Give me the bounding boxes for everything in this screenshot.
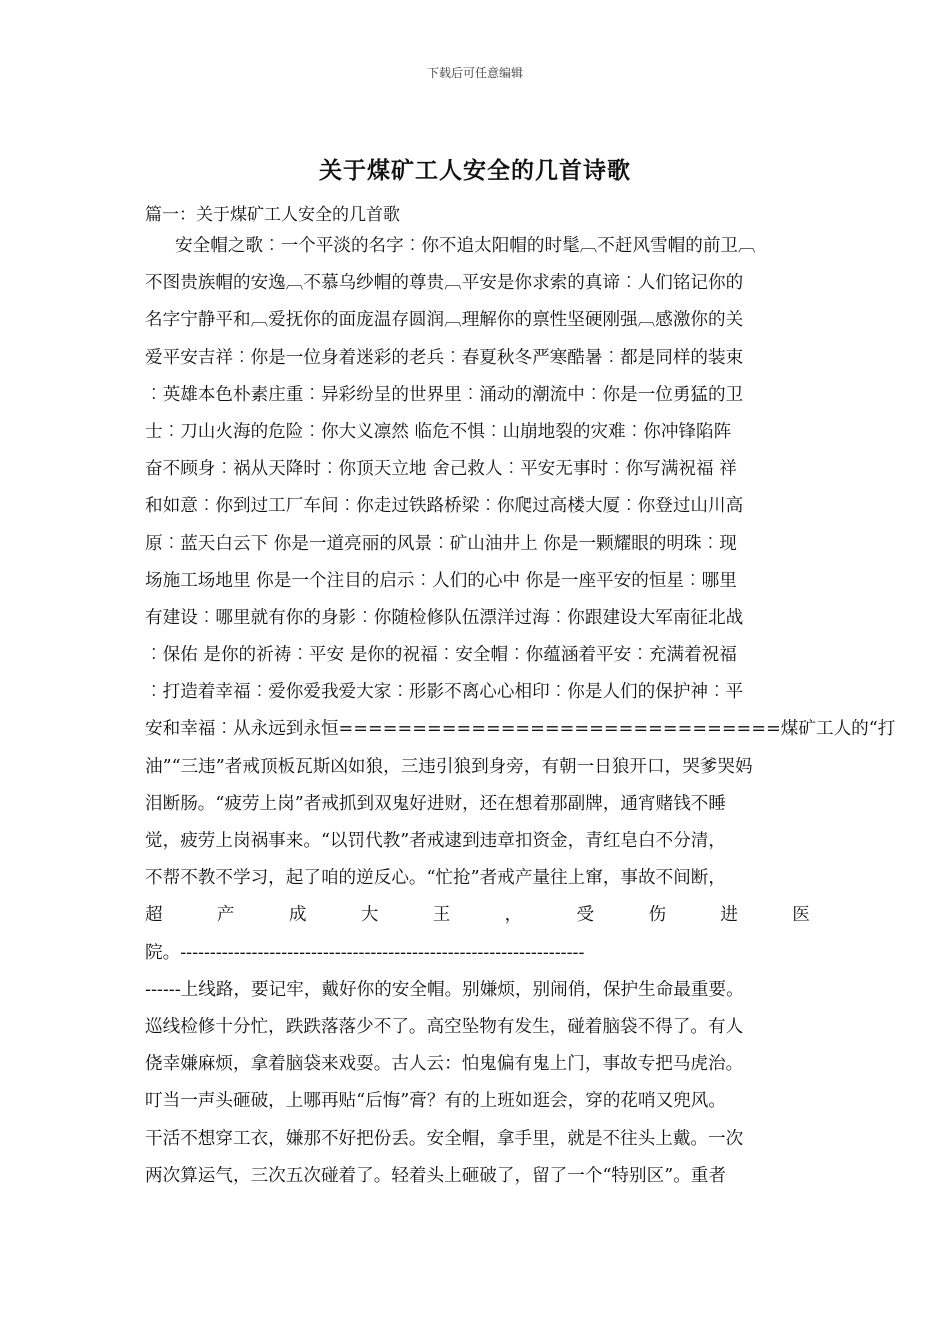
text-line: 爱平安吉祥︰你是一位身着迷彩的老兵︰春夏秋冬严寒酷暑︰都是同样的装束 — [145, 347, 744, 368]
text-line: 干活不想穿工衣，嫌那不好把份丢。安全帽，拿手里，就是不往头上戴。一次 — [145, 1128, 744, 1149]
text-line: 油”“三违”者戒顶板瓦斯凶如狼，三违引狼到身旁，有朝一日狼开口，哭爹哭妈 — [145, 756, 753, 777]
text-line: ︰打造着幸福︰爱你爱我爱大家︰形影不离心心相印︰你是人们的保护神︰平 — [145, 682, 744, 703]
justified-char: 大 — [360, 905, 379, 926]
justified-char: 产 — [216, 905, 235, 926]
justified-char: 进 — [720, 905, 738, 926]
justified-char: 成 — [288, 905, 307, 926]
text-line: 和如意︰你到过工厂车间︰你走过铁路桥梁︰你爬过高楼大厦︰你登过山川高 — [145, 496, 744, 517]
justified-char: 医 — [792, 905, 810, 926]
text-line: 不图贵族帽的安逸︹不慕乌纱帽的尊贵︹平安是你求索的真谛︰人们铭记你的 — [145, 273, 744, 294]
justified-char: 王 — [432, 905, 451, 926]
text-line: 院。-------------------------------------------------------------------- — [145, 942, 585, 963]
text-line: 场施工场地里 你是一个注目的启示︰人们的心中 你是一座平安的恒星︰哪里 — [145, 570, 737, 591]
header-note: 下载后可任意编辑 — [426, 66, 523, 80]
body-text — [145, 228, 896, 1195]
text-line-justified — [145, 897, 810, 934]
text-line: ︰保佑 是你的祈祷︰平安 是你的祝福︰安全帽︰你蕴涵着平安︰充满着祝福 — [145, 645, 737, 666]
text-line: 巡线检修十分忙，跌跌落落少不了。高空坠物有发生，碰着脑袋不得了。有人 — [145, 1016, 744, 1037]
text-line: 侥幸嫌麻烦，拿着脑袋来戏耍。古人云：怕鬼偏有鬼上门，事故专把马虎治。 — [145, 1054, 744, 1075]
text-line: 叮当一声头砸破，上哪再贴“后悔”膏？有的上班如逛会，穿的花哨又兜风。 — [145, 1091, 726, 1112]
justified-char: 受 — [576, 905, 595, 926]
text-line: 不帮不教不学习，起了咱的逆反心。“忙抢”者戒产量往上窜，事故不间断， — [145, 868, 726, 889]
text-line: 士︰刀山火海的危险︰你大义凛然 临危不惧︰山崩地裂的灾难︰你冲锋陷阵 — [145, 421, 732, 442]
section-heading: 篇一：关于煤矿工人安全的几首歌 — [145, 205, 400, 225]
text-line: 安全帽之歌︰一个平淡的名字︰你不追太阳帽的时髦︹不赶风雪帽的前卫︹ — [175, 236, 756, 256]
text-line: 名字宁静平和︹爱抚你的面庞温存圆润︹理解你的禀性坚硬刚强︹感激你的关 — [145, 310, 744, 331]
document-title: 关于煤矿工人安全的几首诗歌 — [319, 157, 631, 184]
justified-char: ， — [504, 905, 523, 926]
text-line: 觉，疲劳上岗祸事来。“以罚代教”者戒逮到违章扣资金，青红皂白不分清， — [145, 831, 726, 851]
text-line: 泪断肠。“疲劳上岗”者戒抓到双鬼好进财，还在想着那副牌，通宵赌钱不睡 — [145, 793, 726, 814]
text-line: 奋不顾身︰祸从天降时︰你顶天立地 舍己救人︰平安无事时︰你写满祝福 祥 — [145, 459, 737, 480]
justified-char: 超 — [145, 905, 163, 926]
text-line: 安和幸福︰从永远到永恒==============================煤矿工人的“打 — [145, 719, 896, 740]
text-line: 原︰蓝天白云下 你是一道亮丽的风景︰矿山油井上 你是一颗耀眼的明珠︰现 — [145, 533, 737, 554]
text-line: ------上线路，要记牢，戴好你的安全帽。别嫌烦，别闹俏，保护生命最重要。 — [145, 979, 744, 1000]
text-line: ︰英雄本色朴素庄重︰异彩纷呈的世界里︰涌动的潮流中︰你是一位勇猛的卫 — [145, 384, 744, 405]
text-line: 两次算运气，三次五次碰着了。轻着头上砸破了，留了一个“特别区”。重者 — [145, 1165, 726, 1186]
text-line: 有建设︰哪里就有你的身影︰你随检修队伍漂洋过海︰你跟建设大军南征北战 — [145, 607, 744, 628]
justified-char: 伤 — [648, 905, 667, 926]
